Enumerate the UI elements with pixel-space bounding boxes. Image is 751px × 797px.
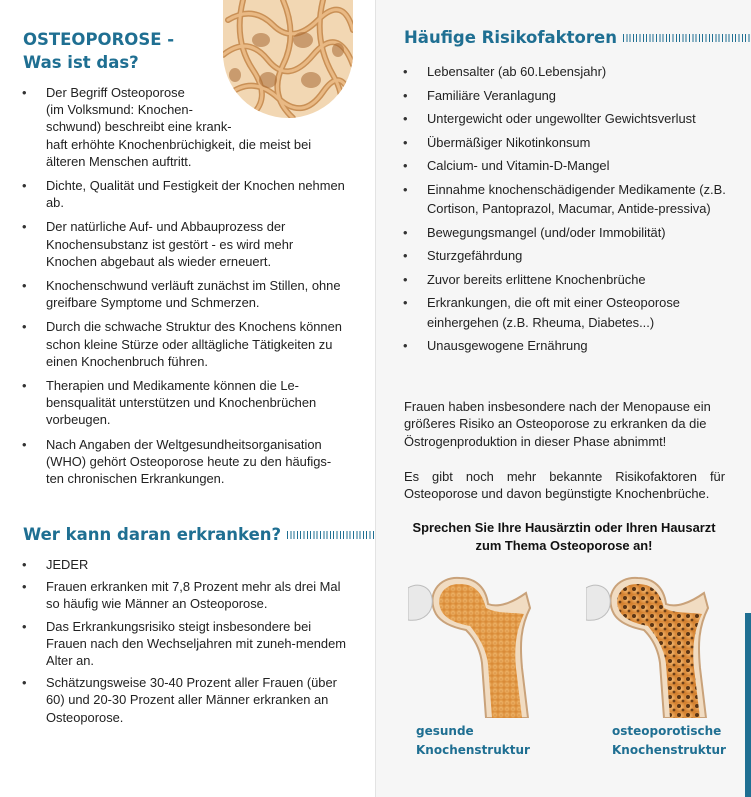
list-item: • Übermäßiger Nikotinkonsum xyxy=(427,133,727,153)
edge-accent-bar xyxy=(745,613,751,797)
left-column xyxy=(0,0,375,797)
list-item: • Lebensalter (ab 60.Lebensjahr) xyxy=(427,62,727,82)
list-item: • Calcium- und Vitamin-D-Mangel xyxy=(427,156,727,176)
title-line-1: OSTEOPOROSE - xyxy=(23,30,175,49)
page-title xyxy=(23,28,174,74)
list-item: • Durch die schwache Struktur des Knochens können schon kleine Stürze oder alltägliche Tätigkeiten zu einen Knochenbruch führen. xyxy=(46,318,346,370)
osteoporotic-bone-illustration xyxy=(586,568,711,718)
section-title-risk-factors: Häufige Risikofaktoren xyxy=(404,28,751,47)
list-item: • Bewegungsmangel (und/oder Immobilität) xyxy=(427,223,727,243)
list-item: • Unausgewogene Ernährung xyxy=(427,336,727,356)
list-item: • Untergewicht oder ungewollter Gewichtsverlust xyxy=(427,109,727,129)
title-line-2: Was ist das? xyxy=(23,53,139,72)
list-item: • Therapien und Medikamente können die Le-bensqualität unterstützen und Knochenbrüchen vorbeugen. xyxy=(46,377,346,429)
list-item: • JEDER xyxy=(46,556,351,573)
decorative-ticks xyxy=(623,34,751,42)
caption-osteoporotic: osteoporotische Knochenstruktur xyxy=(612,724,726,757)
list-item: • Einnahme knochenschädigender Medikamente (z.B. Cortison, Pantoprazol, Macumar, Antide-pressiva) xyxy=(427,180,727,219)
caption-healthy: gesunde Knochenstruktur xyxy=(416,724,530,757)
more-risk-factors-paragraph: Es gibt noch mehr bekannte Risikofaktoren für Osteoporose und davon begünstigte Knochenbrüche. xyxy=(404,469,725,502)
osteoporosis-info-list xyxy=(46,84,346,494)
list-item: • Der Begriff Osteoporose (im Volksmund: Knochen- schwund) beschreibt eine krank- haft erhöhte Knochenbrüchigkeit, die meist bei älteren Menschen auftritt. xyxy=(46,84,346,170)
decorative-ticks xyxy=(287,531,385,539)
list-item: • Das Erkrankungsrisiko steigt insbesondere bei Frauen nach den Wechseljahren mit zuneh-mendem Alter an. xyxy=(46,618,351,670)
who-can-get-list xyxy=(46,556,351,731)
list-item: • Knochenschwund verläuft zunächst im Stillen, ohne greifbare Symptome und Schmerzen. xyxy=(46,277,346,311)
menopause-paragraph: Frauen haben insbesondere nach der Menopause ein größeres Risiko an Osteoporose zu erkranken da die Östrogenproduktion in dieser Phase abnimmt! xyxy=(404,399,711,449)
list-item: • Dichte, Qualität und Festigkeit der Knochen nehmen ab. xyxy=(46,177,346,211)
risk-factor-list xyxy=(427,62,727,360)
list-item: • Erkrankungen, die oft mit einer Osteoporose einhergehen (z.B. Rheuma, Diabetes...) xyxy=(427,293,727,332)
list-item: • Frauen erkranken mit 7,8 Prozent mehr als drei Mal so häufig wie Männer an Osteoporose. xyxy=(46,578,351,612)
list-item: • Der natürliche Auf- und Abbauprozess der Knochensubstanz ist gestört - es wird mehr Knochen abgebaut als wieder erneuert. xyxy=(46,218,346,270)
list-item: • Sturzgefährdung xyxy=(427,246,727,266)
section-title-who: Wer kann daran erkranken? xyxy=(23,525,385,544)
healthy-bone-illustration xyxy=(408,568,533,718)
list-item: • Schätzungsweise 30-40 Prozent aller Frauen (über 60) und 20-30 Prozent aller Männer erkranken an Osteoporose. xyxy=(46,674,351,726)
list-item: • Zuvor bereits erlittene Knochenbrüche xyxy=(427,270,727,290)
call-to-action: Sprechen Sie Ihre Hausärztin oder Ihren Hausarzt zum Thema Osteoporose an! xyxy=(412,520,716,553)
list-item: • Nach Angaben der Weltgesundheitsorganisation (WHO) gehört Osteoporose heute zu den häufigs-ten chronischen Erkrankungen. xyxy=(46,436,346,488)
list-item: • Familiäre Veranlagung xyxy=(427,86,727,106)
